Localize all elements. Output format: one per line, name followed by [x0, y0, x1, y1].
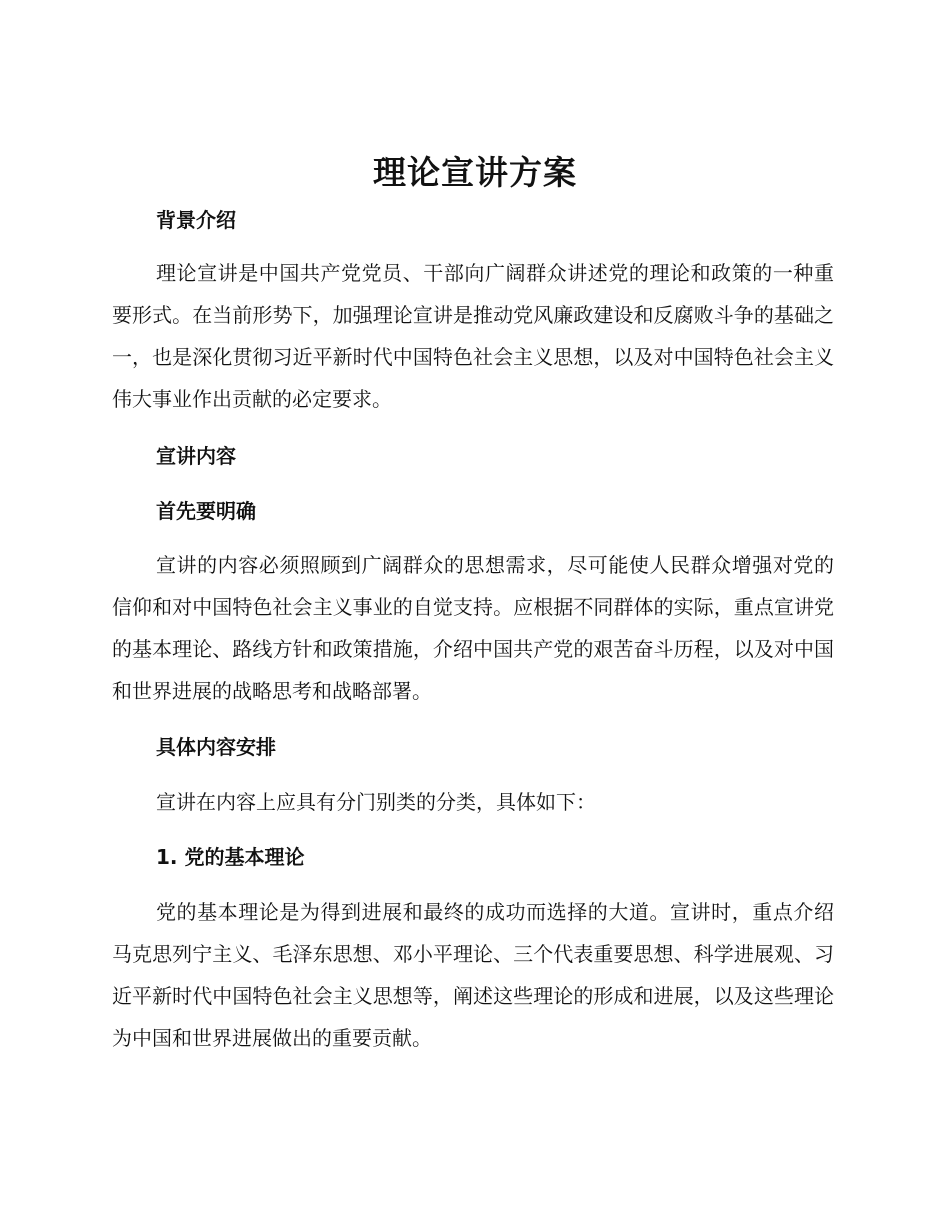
subheading-arrangement: 具体内容安排 [156, 735, 276, 759]
subheading-first: 首先要明确 [156, 499, 256, 523]
heading-content: 宣讲内容 [156, 444, 236, 468]
paragraph-arrangement-intro: 宣讲在内容上应具有分门别类的分类，具体如下： [156, 790, 596, 814]
paragraph-background: 理论宣讲是中国共产党党员、干部向广阔群众讲述党的理论和政策的一种重要形式。在当前形势下，加强理论宣讲是推动党风廉政建设和反腐败斗争的基础之一，也是深化贯彻习近平新时代中国特色社会主义思想，以及对中国特色社会主义伟大事业作出贡献的必定要求。 [112, 261, 834, 411]
item1-paragraph: 党的基本理论是为得到进展和最终的成功而选择的大道。宣讲时，重点介绍马克思列宁主义、毛泽东思想、邓小平理论、三个代表重要思想、科学进展观、习近平新时代中国特色社会主义思想等，阐述这些理论的形成和进展，以及这些理论为中国和世界进展做出的重要贡献。 [112, 900, 834, 1050]
heading-background: 背景介绍 [156, 208, 236, 232]
item1-heading: 1. 党的基本理论 [156, 845, 305, 869]
paragraph-first: 宣讲的内容必须照顾到广阔群众的思想需求，尽可能使人民群众增强对党的信仰和对中国特色社会主义事业的自觉支持。应根据不同群体的实际，重点宣讲党的基本理论、路线方针和政策措施，介绍中国共产党的艰苦奋斗历程，以及对中国和世界进展的战略思考和战略部署。 [112, 553, 834, 703]
document-title: 理论宣讲方案 [373, 153, 577, 192]
